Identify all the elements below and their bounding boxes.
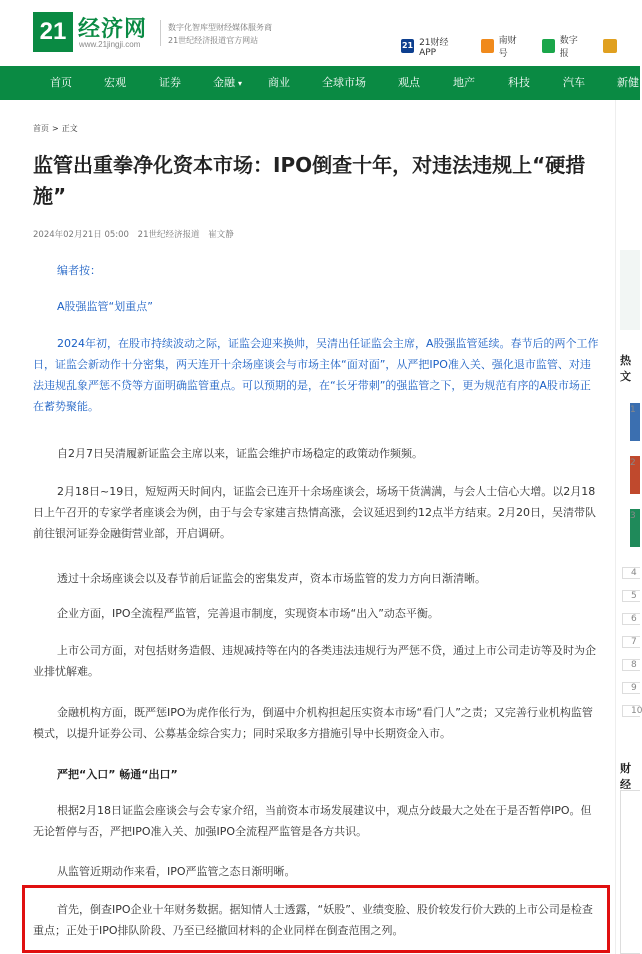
app-link-label: 南财号 [498, 36, 517, 59]
breadcrumb-separator: > [52, 124, 59, 133]
sidebar-rank-item[interactable] [622, 590, 640, 602]
shuzi-icon [542, 39, 555, 53]
app-link-label: 数字报 [559, 36, 578, 59]
main-nav [0, 66, 640, 100]
app-link-nancaihao[interactable] [481, 33, 524, 59]
site-header [0, 0, 640, 66]
sidebar-rank-item[interactable] [622, 705, 640, 717]
sidebar-rank-item[interactable] [622, 682, 640, 694]
article-paragraph: 上市公司方面，对包括财务造假、违规减持等在内的各类违法违规行为严惩不贷，通过上市公司走访等及时为企业排忧解难。 [33, 644, 596, 678]
article-paragraph: 2月18日~19日，短短两天时间内，证监会已连开十余场座谈会，场场干货满满，与会人士信心大增。以2月18日上午召开的专家学者座谈会为例，由于与会专家建言热情高涨，会议延迟到约12点半方结束。2月20日，吴清带队前往银河证券金融街营业部，开启调研。 [33, 485, 596, 540]
site-logo-name[interactable]: 经济网 [78, 16, 148, 42]
nav-item-finance[interactable] [213, 66, 242, 100]
article-author: 崔文静 [208, 230, 234, 240]
slogan-divider [160, 20, 161, 46]
sidebar-rank-number: 10 [631, 706, 642, 716]
nav-item-auto[interactable]: 汽车 [563, 76, 585, 89]
site-logo[interactable]: 21 [33, 12, 73, 52]
sidebar-rank-number: 7 [631, 637, 637, 647]
sidebar-rank-number: 6 [631, 614, 637, 624]
app-links [401, 33, 640, 59]
nav-item-securities[interactable]: 证券 [159, 76, 181, 89]
sidebar-rank-item[interactable] [622, 567, 640, 579]
sidebar-rank-item[interactable] [622, 659, 640, 671]
sidebar-hot-label: 热文 [620, 354, 631, 383]
sidebar-rank-number: 2 [630, 458, 636, 468]
more-icon [603, 39, 617, 53]
sidebar-banner[interactable] [620, 250, 640, 330]
article-meta [33, 228, 240, 240]
sidebar-divider [615, 100, 616, 954]
sidebar-rank-number: 3 [630, 511, 636, 521]
slogan-line-2: 21世纪经济报道官方网站 [168, 36, 259, 45]
nav-item-real-estate[interactable]: 地产 [453, 76, 475, 89]
breadcrumb [33, 123, 81, 134]
sidebar-finance-label: 财经 [620, 762, 631, 791]
chevron-down-icon: ▾ [238, 79, 243, 88]
sidebar-card[interactable] [620, 790, 640, 954]
nav-item-macro[interactable]: 宏观 [104, 76, 126, 89]
highlight-box [22, 885, 610, 953]
app-link-21caijing[interactable] [401, 33, 463, 59]
breadcrumb-home[interactable]: 首页 [33, 124, 49, 133]
app-link-shuzibao[interactable] [542, 33, 585, 59]
site-slogan [168, 21, 272, 47]
article-paragraph: 首先，倒查IPO企业十年财务数据。据知情人士透露，“妖股”、业绩变脸、股价较发行价大跌的上市公司是检查重点；正处于IPO排队阶段、乃至已经撤回材料的企业同样在倒查范围之列。 [33, 903, 593, 937]
article-paragraph: 透过十余场座谈会以及春节前后证监会的密集发声，资本市场监管的发力方向日渐清晰。 [57, 572, 486, 585]
sidebar-rank-number: 8 [631, 660, 637, 670]
article-paragraph: 自2月7日吴清履新证监会主席以来，证监会维护市场稳定的政策动作频频。 [57, 447, 423, 460]
nav-item-health[interactable]: 新健 [617, 76, 639, 89]
breadcrumb-current: 正文 [61, 124, 78, 133]
article-title: 监管出重拳净化资本市场：IPO倒查十年，对违法违规上“硬措施” [33, 153, 586, 208]
editor-note-subtitle: A股强监管“划重点” [57, 300, 153, 313]
app-link-more[interactable] [603, 33, 622, 59]
nav-item-business[interactable]: 商业 [268, 76, 290, 89]
nanfang-icon [481, 39, 494, 53]
article-paragraph: 企业方面，IPO全流程严监管，完善退市制度，实现资本市场“出入”动态平衡。 [57, 607, 439, 620]
article-paragraph: 根据2月18日证监会座谈会与会专家介绍，当前资本市场发展建议中，观点分歧最大之处在于是否暂停IPO。但无论暂停与否，严把IPO准入关、加强IPO全流程严监管是各方共识。 [33, 804, 592, 838]
nav-item-home[interactable]: 首页 [50, 76, 72, 89]
article-source: 21世纪经济报道 [137, 230, 200, 240]
nav-item-global-market[interactable]: 全球市场 [322, 76, 366, 89]
nav-item-tech[interactable]: 科技 [508, 76, 530, 89]
sidebar-rank-number: 5 [631, 591, 637, 601]
nav-item-opinion[interactable]: 观点 [398, 76, 420, 89]
nav-item-label: 金融 [213, 76, 235, 89]
editor-note-label: 编者按： [57, 264, 101, 277]
site-logo-url: www.21jingji.com [79, 40, 141, 49]
sidebar-rank-item[interactable] [622, 636, 640, 648]
sidebar-rank-number: 1 [630, 405, 636, 415]
editor-note-body: 2024年初，在股市持续波动之际，证监会迎来换帅，吴清出任证监会主席，A股强监管延续。春节后的两个工作日，证监会新动作十分密集，两天连开十余场座谈会与市场主体“面对面”，从严把IPO准入关、强化退市监管、对违法违规乱象严惩不贷等方面明确监管重点。可以预期的是，在“长牙带刺”的强监管之下，更为规范有序的A股市场正在蓄势聚能。 [33, 337, 599, 413]
app-21-icon: 21 [401, 39, 414, 53]
slogan-line-1: 数字化智库型财经媒体服务商 [168, 23, 272, 32]
sidebar-rank-number: 9 [631, 683, 637, 693]
article-paragraph: 金融机构方面，既严惩IPO为虎作伥行为，倒逼中介机构担起压实资本市场“看门人”之责；又完善行业机构监管模式，以提升证券公司、公募基金综合实力；同时采取多方措施引导中长期资金入市。 [33, 706, 593, 740]
sidebar-rank-item[interactable] [622, 613, 640, 625]
article-date: 2024年02月21日 05:00 [33, 230, 129, 240]
article-paragraph: 从监管近期动作来看，IPO严监管之态日渐明晰。 [57, 865, 296, 878]
article-subheading: 严把“入口” 畅通“出口” [57, 768, 178, 781]
app-link-label: 21财经APP [419, 37, 449, 58]
sidebar-rank-number: 4 [631, 568, 637, 578]
